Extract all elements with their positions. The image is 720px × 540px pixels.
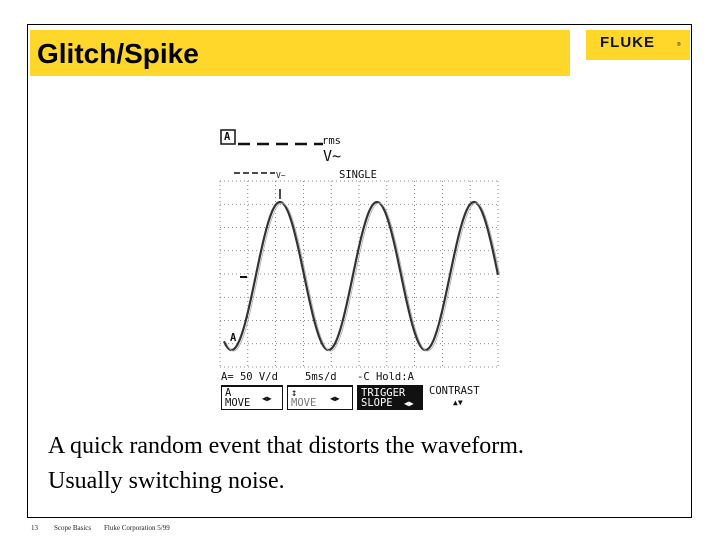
softkey-a-move[interactable]: A MOVE ◀▶ xyxy=(221,385,283,410)
caption-line-2: Usually switching noise. xyxy=(48,468,285,494)
unit-small: V~ xyxy=(276,171,286,180)
hold-status: -C Hold:A xyxy=(357,371,414,383)
waveform-trace xyxy=(224,202,498,350)
caption-line-1: A quick random event that distorts the waveform. xyxy=(48,433,524,459)
footer-section: Scope Basics xyxy=(54,524,92,532)
channel-label: A xyxy=(224,131,231,143)
logo-trademark: ® xyxy=(677,42,681,48)
softkey-vertical-move[interactable]: ↕ MOVE ◀▶ xyxy=(287,385,353,410)
reading-unit-rms: rms xyxy=(322,135,341,147)
graticule xyxy=(220,181,498,367)
reading-unit: V~ xyxy=(323,147,342,165)
fluke-logo-text: FLUKE xyxy=(600,34,655,51)
scope-screen xyxy=(218,127,500,410)
acquisition-mode: SINGLE xyxy=(339,169,377,181)
timebase: 5ms/d xyxy=(305,371,337,383)
footer-page-number: 13 xyxy=(31,524,38,532)
slide-title: Glitch/Spike xyxy=(37,38,199,69)
softkey-trigger-slope[interactable]: TRIGGER SLOPE ◀▶ xyxy=(357,385,423,410)
channel-scale: A= 50 V/d xyxy=(221,371,278,383)
trace-marker: A xyxy=(230,332,237,344)
footer-company: Fluke Corporation 5/99 xyxy=(104,524,170,532)
softkey-contrast[interactable]: CONTRAST ▲▼ xyxy=(429,385,480,407)
